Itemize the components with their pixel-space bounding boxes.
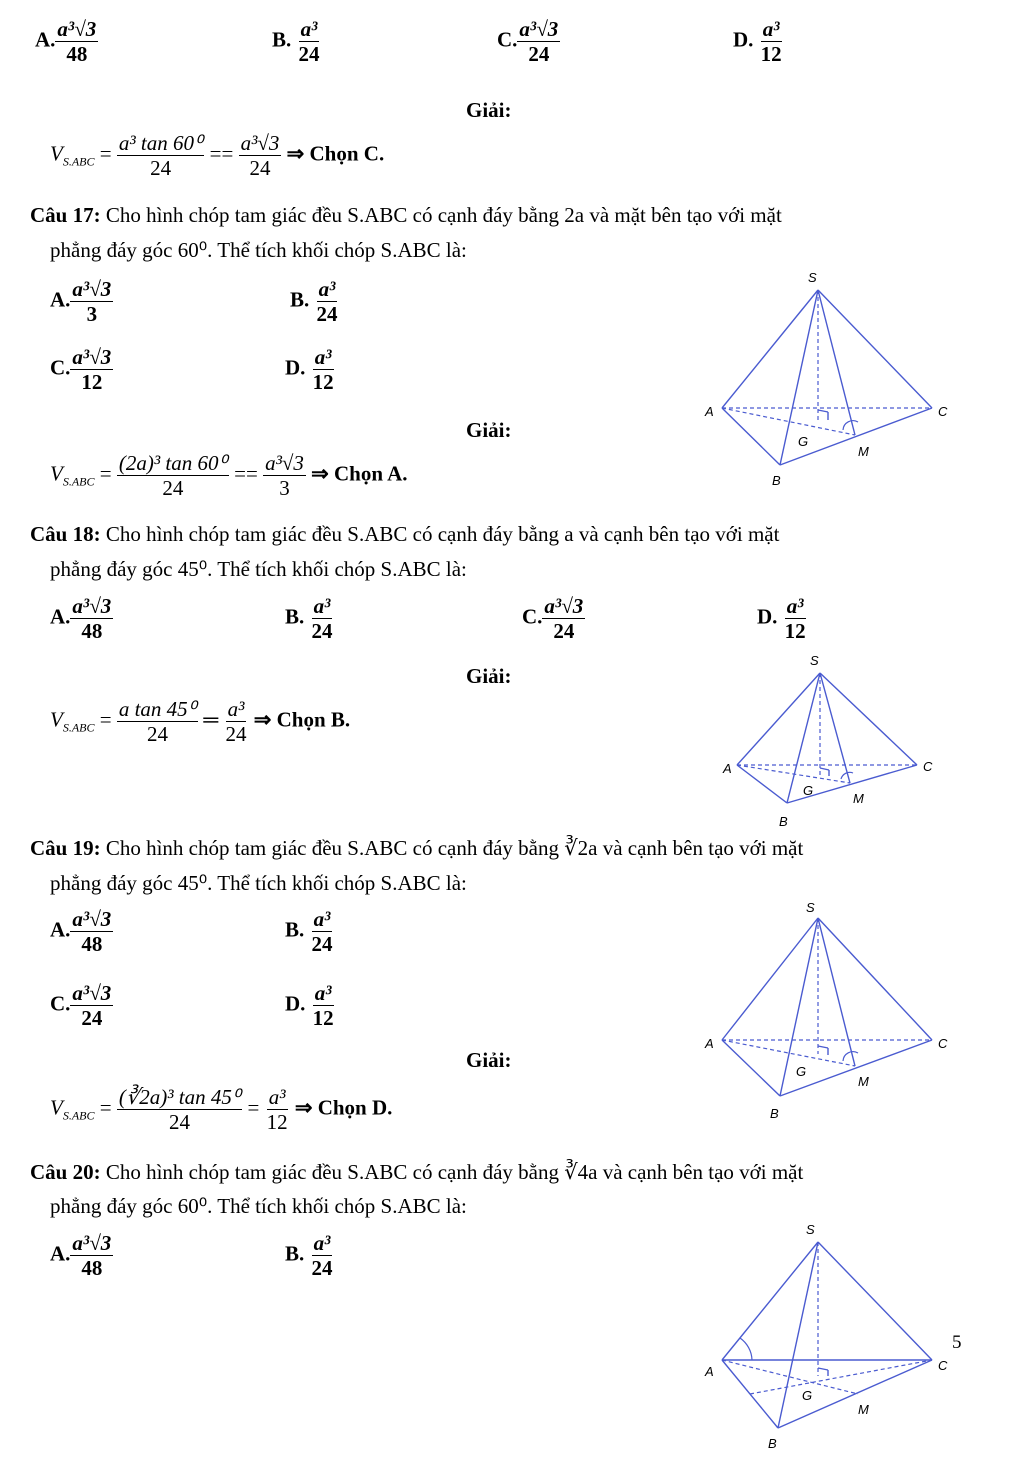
vertex-b-label: B [768, 1436, 777, 1451]
q16-solution-formula: $V_{S.ABC}$ = $\frac{\text{a³ tan 60⁰}}{24}$ == $\frac{\text{a³√3}}{24}$ ⇒ Chọn C. [50, 131, 385, 181]
point-g-label: G [798, 434, 809, 449]
vertex-c-label: C [938, 404, 948, 419]
q16-choice-d: D. $\frac{\text{a³}}{12}$ [733, 17, 782, 67]
point-m-label: M [853, 791, 864, 806]
q17-text-line1: Câu 17: Cho hình chóp tam giác đều S.ABC có cạnh đáy bằng 2a và mặt bên tạo với mặt [30, 203, 782, 227]
q20-text-line1: Câu 20: Cho hình chóp tam giác đều S.ABC có cạnh đáy bằng ∛4a và cạnh bên tạo với mặt [30, 1160, 804, 1184]
vertex-a-label: A [723, 761, 732, 776]
vertex-a-label: A [705, 1364, 714, 1379]
vertex-c-label: C [923, 759, 933, 774]
q19-text-line2: phẳng đáy góc 45⁰. Thể tích khối chóp S.ABC là: [50, 871, 467, 895]
point-g-label: G [802, 1388, 813, 1403]
vertex-a-label: A [705, 1036, 714, 1051]
q19-choice-d: D. $\frac{\text{a³}}{12}$ [285, 981, 334, 1031]
point-m-label: M [858, 1402, 869, 1417]
q19-solution-heading: Giải: [466, 1048, 512, 1072]
q20-choice-b: B. $\frac{\text{a³}}{24}$ [285, 1231, 333, 1281]
point-m-label: M [858, 444, 869, 459]
q16-solution-heading: Giải: [466, 98, 512, 122]
q17-choice-b: B. $\frac{\text{a³}}{24}$ [290, 277, 338, 327]
q18-text-line2: phẳng đáy góc 45⁰. Thể tích khối chóp S.ABC là: [50, 557, 467, 581]
q17-solution-formula: $V_{S.ABC}$ = $\frac{\text{(2a)³ tan 60⁰}}{24}$ == $\frac{\text{a³√3}}{3}$ ⇒ Chọn A. [50, 451, 408, 501]
point-g-label: G [803, 783, 814, 798]
pyramid-figure-q18 [715, 655, 955, 835]
q18-text-line1: Câu 18: Cho hình chóp tam giác đều S.ABC có cạnh đáy bằng a và cạnh bên tạo với mặt [30, 522, 780, 546]
vertex-a-label: A [705, 404, 714, 419]
point-g-label: G [796, 1064, 807, 1079]
q18-choice-c: C. $\frac{\text{a³√3}}{24}$ [522, 594, 584, 644]
q17-choice-c: C. $\frac{\text{a³√3}}{12}$ [50, 345, 112, 395]
point-m-label: M [858, 1074, 869, 1089]
q19-solution-formula: $V_{S.ABC}$ = $\frac{\text{(∛2a)³ tan 45⁰}}{24}$ = $\frac{\text{a³}}{12}$ ⇒ Chọn D. [50, 1085, 393, 1135]
q16-choice-c: C. $\frac{\text{a³√3}}{24}$ [497, 17, 559, 67]
q19-text-line1: Câu 19: Cho hình chóp tam giác đều S.ABC có cạnh đáy bằng ∛2a và cạnh bên tạo với mặt [30, 836, 804, 860]
q18-solution-heading: Giải: [466, 664, 512, 688]
vertex-b-label: B [770, 1106, 779, 1121]
pyramid-figure-q20 [700, 1218, 950, 1453]
q19-choice-a: A. $\frac{\text{a³√3}}{48}$ [50, 907, 112, 957]
vertex-b-label: B [779, 814, 788, 829]
vertex-s-label: S [806, 1222, 815, 1237]
q20-text-line2: phẳng đáy góc 60⁰. Thể tích khối chóp S.ABC là: [50, 1194, 467, 1218]
vertex-c-label: C [938, 1358, 948, 1373]
pyramid-figure-q17 [700, 270, 960, 495]
q17-choice-d: D. $\frac{\text{a³}}{12}$ [285, 345, 334, 395]
q16-choice-a: A. $\frac{\text{a³√3}}{48}$ [35, 17, 97, 67]
q17-choice-a: A. $\frac{\text{a³√3}}{3}$ [50, 277, 112, 327]
q18-choice-d: D. $\frac{\text{a³}}{12}$ [757, 594, 806, 644]
q17-solution-heading: Giải: [466, 418, 512, 442]
vertex-s-label: S [806, 900, 815, 915]
vertex-b-label: B [772, 473, 781, 488]
page-number: 5 [952, 1332, 962, 1353]
q16-choice-b: B. $\frac{\text{a³}}{24}$ [272, 17, 320, 67]
vertex-s-label: S [810, 655, 819, 668]
q20-choice-a: A. $\frac{\text{a³√3}}{48}$ [50, 1231, 112, 1281]
q18-choice-b: B. $\frac{\text{a³}}{24}$ [285, 594, 333, 644]
q17-text-line2: phẳng đáy góc 60⁰. Thể tích khối chóp S.ABC là: [50, 238, 467, 262]
q19-choice-c: C. $\frac{\text{a³√3}}{24}$ [50, 981, 112, 1031]
q18-choice-a: A. $\frac{\text{a³√3}}{48}$ [50, 594, 112, 644]
pyramid-figure-q19 [700, 898, 960, 1128]
q18-solution-formula: $V_{S.ABC}$ = $\frac{\text{a tan 45⁰}}{24}$ ═ $\frac{\text{a³}}{24}$ ⇒ Chọn B. [50, 697, 351, 747]
vertex-s-label: S [808, 270, 817, 285]
q19-choice-b: B. $\frac{\text{a³}}{24}$ [285, 907, 333, 957]
vertex-c-label: C [938, 1036, 948, 1051]
